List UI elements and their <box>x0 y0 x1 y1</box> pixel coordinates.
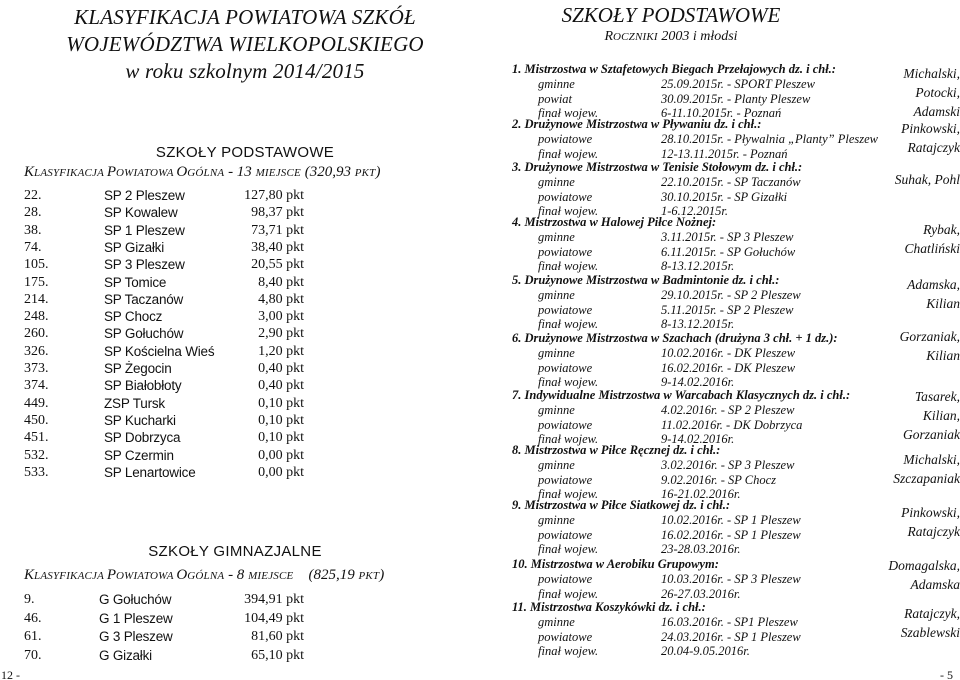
rank-cell: 260. <box>24 326 49 342</box>
school-name-cell: ZSP Tursk <box>104 395 165 411</box>
cl-miejsce: MIEJSCE <box>255 167 301 179</box>
stage-date-venue: 8-13.12.2015r. <box>661 259 735 273</box>
stage-date-venue: 24.03.2016r. - SP 1 Pleszew <box>661 629 801 644</box>
points-cell: 20,55 pkt <box>251 257 304 273</box>
stage-date-venue: 6-11.10.2015r. - Poznań <box>661 106 782 120</box>
coach-name: Kilian <box>926 348 960 363</box>
stage-date-venue: 16.02.2016r. - SP 1 Pleszew <box>661 527 801 542</box>
stage-level: gminne <box>538 288 575 302</box>
primary-schools-heading: SZKOŁY PODSTAWOWE <box>155 144 335 161</box>
coach-name: Michalski, <box>903 66 960 81</box>
stage-level: finał wojew. <box>538 644 599 658</box>
stage-level: gminne <box>538 513 575 527</box>
competition-stage-row <box>512 92 872 107</box>
competition-stage-row <box>512 513 872 528</box>
stage-level: powiat <box>538 91 573 106</box>
rank-cell: 175. <box>24 274 49 290</box>
rank-cell: 248. <box>24 309 49 325</box>
stage-level: powiatowe <box>538 189 593 204</box>
stage-level: gminne <box>538 175 575 189</box>
stage-level: finał wojew. <box>538 487 599 501</box>
competition-stage-row <box>512 245 872 260</box>
competition-stage-row <box>512 132 879 147</box>
cl-o: O <box>176 567 188 583</box>
stage-level: powiatowe <box>538 360 593 375</box>
competition-block <box>512 273 872 332</box>
stage-level: gminne <box>538 77 575 91</box>
competition-stage-row <box>512 259 872 274</box>
gym-classification-line <box>24 567 384 584</box>
rank-cell: 61. <box>24 629 42 644</box>
stage-level: gminne <box>538 346 575 360</box>
competition-stage-row <box>512 175 872 190</box>
rank-cell: 105. <box>24 257 49 273</box>
coach-name: Adamska, <box>907 277 960 292</box>
competition-block <box>512 331 872 390</box>
page-number-left: 12 - <box>1 668 20 680</box>
coach-name: Kilian <box>926 296 960 311</box>
school-name-cell: SP Lenartowice <box>104 464 196 480</box>
cl-o-rest: GÓLNA <box>187 167 225 179</box>
cl-miejsce: MIEJSCE <box>248 570 294 582</box>
cl-p-rest: OWIATOWA <box>115 570 177 582</box>
page-number-right: - 5 <box>940 668 953 680</box>
points-cell: 2,90 pkt <box>258 326 304 342</box>
stage-date-venue: 6.11.2015r. - SP Gołuchów <box>661 244 796 259</box>
points-cell: 3,00 pkt <box>258 309 304 325</box>
coach-names <box>872 604 960 642</box>
points-cell: 0,10 pkt <box>258 395 304 411</box>
points-cell: 0,10 pkt <box>258 430 304 446</box>
competition-title: 6. Drużynowe Mistrzostwa w Szachach (drużyna 3 chł. + 1 dz.): <box>512 331 838 345</box>
stage-level: gminne <box>538 458 575 472</box>
school-name-cell: SP Kowalew <box>104 205 178 221</box>
competition-title: 8. Mistrzostwa w Piłce Ręcznej dz. i chł.: <box>512 443 721 457</box>
stage-level: powiatowe <box>538 244 593 259</box>
school-name-cell: G 1 Pleszew <box>99 610 173 626</box>
coach-name: Adamski <box>913 104 960 119</box>
rank-cell: 74. <box>24 239 42 255</box>
stage-date-venue: 20.04-9.05.2016r. <box>661 644 750 658</box>
cl-k: K <box>24 567 35 583</box>
stage-date-venue: 23-28.03.2016r. <box>661 542 741 556</box>
competition-title: 2. Drużynowe Mistrzostwa w Pływaniu dz. i chł.: <box>512 117 762 131</box>
stage-date-venue: 1-6.12.2015r. <box>661 204 729 218</box>
coach-name: Ratajczyk <box>907 524 960 539</box>
cl-p: P <box>106 567 116 583</box>
coach-name: Gorzaniak, <box>899 329 960 344</box>
competition-stage-row <box>512 288 872 303</box>
coach-name: Rybak, <box>923 222 960 237</box>
coach-name: Domagalska, <box>888 558 960 573</box>
coach-names <box>872 450 960 488</box>
points-cell: 65,10 pkt <box>251 647 304 663</box>
cl-score: (320,93 <box>300 164 355 180</box>
school-name-cell: SP 1 Pleszew <box>104 222 185 238</box>
competition-stage-row <box>512 542 872 557</box>
primary-classification-line <box>24 164 380 181</box>
rank-cell: 449. <box>24 395 49 411</box>
stage-level: finał wojew. <box>538 586 599 601</box>
school-name-cell: G 3 Pleszew <box>99 629 173 644</box>
right-page-subtitle <box>496 29 846 45</box>
coach-names <box>872 275 960 313</box>
competition-stage-row <box>512 303 872 318</box>
competition-stage-row <box>512 361 872 376</box>
coach-name: Tasarek, <box>914 389 960 404</box>
coach-names <box>872 387 960 444</box>
points-cell: 81,60 pkt <box>251 629 304 644</box>
coach-names <box>872 64 960 121</box>
competition-title: 11. Mistrzostwa Koszykówki dz. i chł.: <box>512 600 706 614</box>
school-name-cell: SP Chocz <box>104 309 163 325</box>
competition-title: 5. Drużynowe Mistrzostwa w Badmintonie dz. i chł.: <box>512 273 780 287</box>
competition-title: 10. Mistrzostwa w Aerobiku Grupowym: <box>512 557 719 571</box>
stage-level: finał wojew. <box>538 542 599 556</box>
stage-date-venue: 12-13.11.2015r. - Poznań <box>661 146 788 161</box>
coach-names <box>872 503 960 541</box>
cl-mid: - 13 <box>224 164 256 180</box>
main-title-line-2: WOJEWÓDZTWA WIELKOPOLSKIEGO <box>66 32 424 56</box>
coach-name: Kilian, <box>922 408 960 423</box>
stage-date-venue: 11.02.2016r. - DK Dobrzyca <box>661 417 803 432</box>
rank-cell: 70. <box>24 647 42 663</box>
competition-stage-row <box>512 615 872 630</box>
stage-level: powiatowe <box>538 302 593 317</box>
points-cell: 73,71 pkt <box>251 222 304 238</box>
stage-date-venue: 3.11.2015r. - SP 3 Pleszew <box>661 230 794 244</box>
stage-level: gminne <box>538 615 575 629</box>
stage-date-venue: 16.02.2016r. - DK Pleszew <box>661 360 796 375</box>
competition-stage-row <box>512 317 872 332</box>
points-cell: 127,80 pkt <box>244 188 304 203</box>
stage-date-venue: 16-21.02.2016r. <box>661 487 741 501</box>
right-page-title: SZKOŁY PODSTAWOWE <box>561 3 781 27</box>
competition-block <box>512 62 872 121</box>
competition-title: 4. Mistrzostwa w Halowej Piłce Nożnej: <box>512 215 717 229</box>
competition-block <box>512 498 872 557</box>
cl-score: (825,19 <box>293 567 359 583</box>
cl-close: ) <box>375 164 381 180</box>
points-cell: 0,10 pkt <box>258 412 304 428</box>
stage-level: powiatowe <box>538 417 593 432</box>
gymnasium-schools-heading: SZKOŁY GIMNAZJALNE <box>148 543 322 560</box>
stage-date-venue: 25.09.2015r. - SPORT Pleszew <box>661 77 815 91</box>
stage-level: gminne <box>538 230 575 244</box>
competition-stage-row <box>512 346 872 361</box>
coach-name: Szczapaniak <box>893 471 960 486</box>
rank-cell: 532. <box>24 447 49 463</box>
rank-cell: 450. <box>24 412 49 428</box>
stage-level: finał wojew. <box>538 259 599 273</box>
stage-date-venue: 28.10.2015r. - Pływalnia „Planty” Pleszew <box>661 132 879 146</box>
competition-stage-row <box>512 630 872 645</box>
stage-level: finał wojew. <box>538 432 599 446</box>
cl-o-rest: GÓLNA <box>187 570 225 582</box>
competition-block <box>512 215 872 274</box>
main-title-line-1: KLASYFIKACJA POWIATOWA SZKÓŁ <box>74 5 416 29</box>
coach-names <box>872 220 960 258</box>
stage-date-venue: 16.03.2016r. - SP1 Pleszew <box>661 615 798 629</box>
stage-date-venue: 22.10.2015r. - SP Taczanów <box>661 175 801 189</box>
points-cell: 104,49 pkt <box>244 610 304 626</box>
school-name-cell: SP Tomice <box>104 274 167 290</box>
stage-level: powiatowe <box>538 527 593 542</box>
competition-stage-row <box>512 147 872 162</box>
competition-stage-row <box>512 403 872 418</box>
points-cell: 394,91 pkt <box>244 592 304 607</box>
cl-mid: - 8 <box>224 567 249 583</box>
competition-stage-row <box>512 587 872 602</box>
stage-level: finał wojew. <box>538 204 599 218</box>
stage-level: finał wojew. <box>538 375 599 389</box>
stage-date-venue: 10.02.2016r. - DK Pleszew <box>661 346 796 360</box>
stage-level: gminne <box>538 403 575 417</box>
competition-title: 7. Indywidualne Mistrzostwa w Warcabach Klasycznych dz. i chł.: <box>512 388 851 402</box>
school-name-cell: SP Dobrzyca <box>104 430 181 446</box>
cl-k-rest: LASYFIKACJA <box>34 570 107 582</box>
cl-k: K <box>24 164 35 180</box>
sub-rest: 2003 i młodsi <box>657 29 738 44</box>
coach-name: Michalski, <box>903 452 960 467</box>
school-name-cell: G Gizałki <box>99 647 152 663</box>
stage-date-venue: 9-14.02.2016r. <box>661 375 735 389</box>
coach-name: Potocki, <box>915 85 960 100</box>
coach-name: Szablewski <box>900 625 960 640</box>
school-name-cell: SP Białobłoty <box>104 378 182 394</box>
stage-date-venue: 26-27.03.2016r. <box>661 586 741 601</box>
points-cell: 1,20 pkt <box>258 343 304 359</box>
competition-stage-row <box>512 644 872 659</box>
stage-date-venue: 10.02.2016r. - SP 1 Pleszew <box>661 513 801 527</box>
competition-stage-row <box>512 190 872 205</box>
competition-stage-row <box>512 458 872 473</box>
points-cell: 0,00 pkt <box>258 464 304 480</box>
stage-date-venue: 10.03.2016r. - SP 3 Pleszew <box>661 572 801 586</box>
cl-close: ) <box>379 567 385 583</box>
coach-name: Ratajczyk <box>907 140 960 155</box>
stage-level: powiatowe <box>538 132 593 146</box>
cl-p-rest: OWIATOWA <box>115 167 177 179</box>
main-title-line-3: w roku szkolnym 2014/2015 <box>125 59 365 83</box>
competition-stage-row <box>512 528 872 543</box>
stage-date-venue: 4.02.2016r. - SP 2 Pleszew <box>661 403 795 417</box>
rank-cell: 38. <box>24 222 42 238</box>
rank-cell: 533. <box>24 464 49 480</box>
points-cell: 38,40 pkt <box>251 239 304 255</box>
stage-date-venue: 9-14.02.2016r. <box>661 432 735 446</box>
coach-name: Pinkowski, <box>901 505 960 520</box>
competition-title: 9. Mistrzostwa w Piłce Siatkowej dz. i chł.: <box>512 498 731 512</box>
competition-block <box>512 388 872 447</box>
stage-date-venue: 5.11.2015r. - SP 2 Pleszew <box>661 302 794 317</box>
rank-cell: 374. <box>24 378 49 394</box>
competition-block <box>512 160 872 219</box>
sub-r: R <box>604 29 613 44</box>
stage-level: powiatowe <box>538 472 593 487</box>
points-cell: 98,37 pkt <box>251 205 304 221</box>
school-name-cell: SP Żegocin <box>104 361 172 376</box>
competition-block <box>512 557 872 601</box>
school-name-cell: SP Kościelna Wieś <box>104 343 215 359</box>
coach-name: Ratajczyk, <box>904 606 960 621</box>
stage-level: finał wojew. <box>538 317 599 331</box>
coach-name: Pinkowski, <box>901 121 960 136</box>
competition-block <box>512 443 872 502</box>
coach-name: Adamska <box>910 577 960 592</box>
competition-block <box>512 117 879 161</box>
points-cell: 0,40 pkt <box>258 361 304 376</box>
rank-cell: 46. <box>24 610 42 626</box>
cl-k-rest: LASYFIKACJA <box>34 167 107 179</box>
school-name-cell: SP 2 Pleszew <box>104 188 185 203</box>
school-name-cell: G Gołuchów <box>99 592 172 607</box>
competition-stage-row <box>512 77 872 92</box>
competition-stage-row <box>512 473 872 488</box>
rank-cell: 9. <box>24 592 35 607</box>
competition-title: 3. Drużynowe Mistrzostwa w Tenisie Stołowym dz. i chł.: <box>512 160 803 174</box>
coach-name: Suhak, Pohl <box>894 172 960 187</box>
cl-p: P <box>106 164 116 180</box>
points-cell: 4,80 pkt <box>258 291 304 307</box>
coach-name: Gorzaniak <box>903 427 960 442</box>
stage-date-venue: 3.02.2016r. - SP 3 Pleszew <box>661 458 795 472</box>
stage-date-venue: 29.10.2015r. - SP 2 Pleszew <box>661 288 801 302</box>
cl-o: O <box>176 164 188 180</box>
rank-cell: 326. <box>24 343 49 359</box>
school-name-cell: SP Kucharki <box>104 412 176 428</box>
points-cell: 8,40 pkt <box>258 274 304 290</box>
coach-name: Chatliński <box>904 241 960 256</box>
stage-level: powiatowe <box>538 572 593 586</box>
points-cell: 0,40 pkt <box>258 378 304 394</box>
stage-date-venue: 8-13.12.2015r. <box>661 317 735 331</box>
stage-date-venue: 30.09.2015r. - Planty Pleszew <box>661 91 811 106</box>
stage-level: powiatowe <box>538 629 593 644</box>
cl-pkt: PKT <box>358 570 380 582</box>
sub-r-rest: OCZNIKI <box>613 31 658 43</box>
school-name-cell: SP Czermin <box>104 447 174 463</box>
points-cell: 0,00 pkt <box>258 447 304 463</box>
stage-date-venue: 30.10.2015r. - SP Gizałki <box>661 189 788 204</box>
competition-block <box>512 600 872 659</box>
school-name-cell: SP Gizałki <box>104 239 165 255</box>
cl-pkt: PKT <box>354 167 376 179</box>
competition-stage-row <box>512 230 872 245</box>
rank-cell: 22. <box>24 188 42 203</box>
rank-cell: 373. <box>24 361 49 376</box>
school-name-cell: SP Taczanów <box>104 291 184 307</box>
school-name-cell: SP Gołuchów <box>104 326 184 342</box>
competition-title: 1. Mistrzostwa w Sztafetowych Biegach Przełajowych dz. i chł.: <box>512 62 836 76</box>
rank-cell: 451. <box>24 430 49 446</box>
stage-level: finał wojew. <box>538 146 599 161</box>
coach-names <box>872 170 960 189</box>
competition-stage-row <box>512 418 872 433</box>
school-name-cell: SP 3 Pleszew <box>104 257 185 273</box>
stage-level: finał wojew. <box>538 106 599 120</box>
coach-names <box>872 327 960 365</box>
coach-names <box>872 556 960 594</box>
coach-names <box>872 119 960 157</box>
competition-stage-row <box>512 572 872 587</box>
rank-cell: 28. <box>24 205 42 221</box>
stage-date-venue: 9.02.2016r. - SP Chocz <box>661 472 777 487</box>
rank-cell: 214. <box>24 291 49 307</box>
